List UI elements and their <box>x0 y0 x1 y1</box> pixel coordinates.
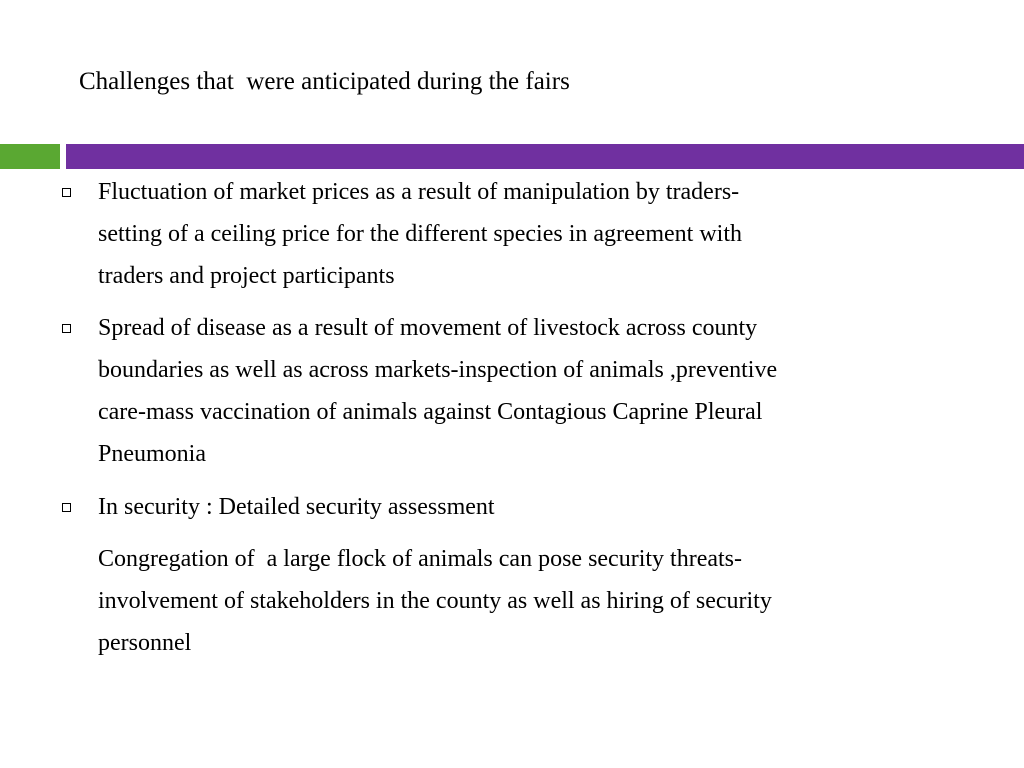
hollow-square-bullet-icon <box>62 503 71 512</box>
accent-band-purple <box>66 144 1024 169</box>
hollow-square-bullet-icon <box>62 188 71 197</box>
continuation-line: personnel <box>98 630 192 656</box>
bullet-line: boundaries as well as across markets-inspection of animals ,preventive <box>98 357 778 383</box>
bullet-line: Spread of disease as a result of movement of livestock across county <box>98 315 758 341</box>
continuation-line: Congregation of a large flock of animals can pose security threats- <box>92 546 743 572</box>
bullet-line: Pneumonia <box>98 441 206 467</box>
bullet-line: Fluctuation of market prices as a result of manipulation by traders- <box>98 179 740 205</box>
accent-band-green <box>0 144 60 169</box>
bullet-line: traders and project participants <box>98 263 395 289</box>
bullet-line: setting of a ceiling price for the different species in agreement with <box>98 221 742 247</box>
bullet-line: In security : Detailed security assessment <box>98 494 495 520</box>
continuation-line: involvement of stakeholders in the county as well as hiring of security <box>98 588 772 614</box>
slide-title: Challenges that were anticipated during the fairs <box>79 68 570 95</box>
hollow-square-bullet-icon <box>62 324 71 333</box>
bullet-line: care-mass vaccination of animals against Contagious Caprine Pleural <box>98 399 763 425</box>
